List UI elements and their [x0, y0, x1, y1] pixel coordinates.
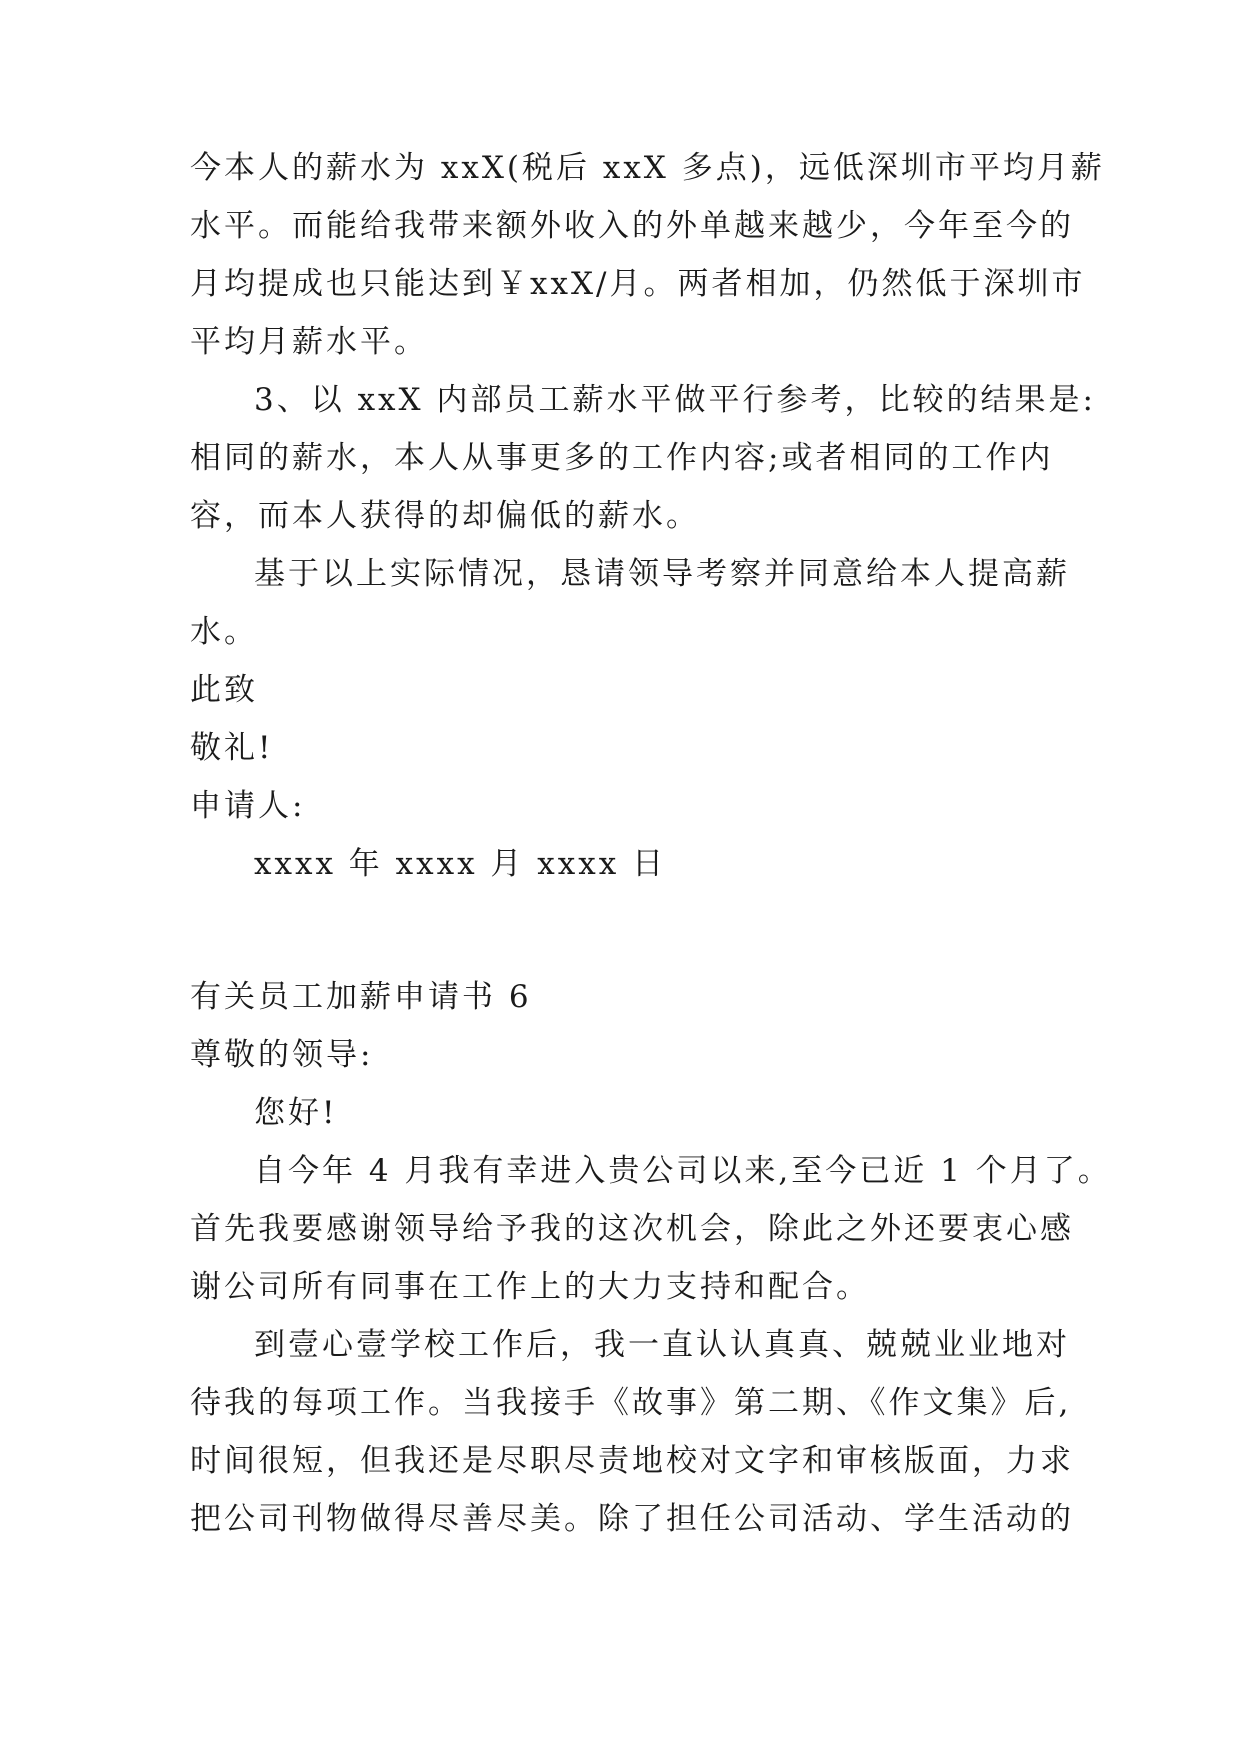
paragraph-line: 今本人的薪水为 xxX(税后 xxX 多点)，远低深圳市平均月薪: [190, 150, 1105, 186]
salutation: 尊敬的领导:: [190, 1037, 374, 1073]
paragraph-line: 基于以上实际情况，恳请领导考察并同意给本人提高薪: [254, 556, 1070, 592]
letter-title: 有关员工加薪申请书 6: [190, 979, 532, 1015]
applicant-label: 申请人:: [190, 788, 306, 824]
paragraph-line: 平均月薪水平。: [190, 324, 428, 360]
letter-body-part1: [190, 139, 1105, 893]
greeting: 您好!: [254, 1095, 338, 1131]
paragraph-line: 把公司刊物做得尽善尽美。除了担任公司活动、学生活动的: [190, 1501, 1074, 1537]
paragraph-line: 相同的薪水，本人从事更多的工作内容;或者相同的工作内: [190, 440, 1054, 476]
paragraph-line: 到壹心壹学校工作后，我一直认认真真、兢兢业业地对: [254, 1327, 1070, 1363]
paragraph-line: 首先我要感谢领导给予我的这次机会，除此之外还要衷心感: [190, 1211, 1074, 1247]
paragraph-line: 水。: [190, 614, 258, 650]
paragraph-line: 谢公司所有同事在工作上的大力支持和配合。: [190, 1269, 870, 1305]
paragraph-line: 容，而本人获得的却偏低的薪水。: [190, 498, 700, 534]
closing-line: 敬礼!: [190, 730, 274, 766]
closing-line: 此致: [190, 672, 258, 708]
paragraph-line: 3、以 xxX 内部员工薪水平做平行参考，比较的结果是:: [254, 382, 1096, 418]
paragraph-line: 水平。而能给我带来额外收入的外单越来越少，今年至今的: [190, 208, 1074, 244]
paragraph-line: 自今年 4 月我有幸进入贵公司以来,至今已近 1 个月了。: [254, 1153, 1112, 1189]
paragraph-line: 时间很短，但我还是尽职尽责地校对文字和审核版面，力求: [190, 1443, 1074, 1479]
paragraph-line: 月均提成也只能达到￥xxX/月。两者相加，仍然低于深圳市: [190, 266, 1086, 302]
date-line: xxxx 年 xxxx 月 xxxx 日: [254, 846, 667, 882]
letter-6: [190, 968, 1112, 1548]
paragraph-line: 待我的每项工作。当我接手《故事》第二期、《作文集》后,: [190, 1385, 1072, 1421]
